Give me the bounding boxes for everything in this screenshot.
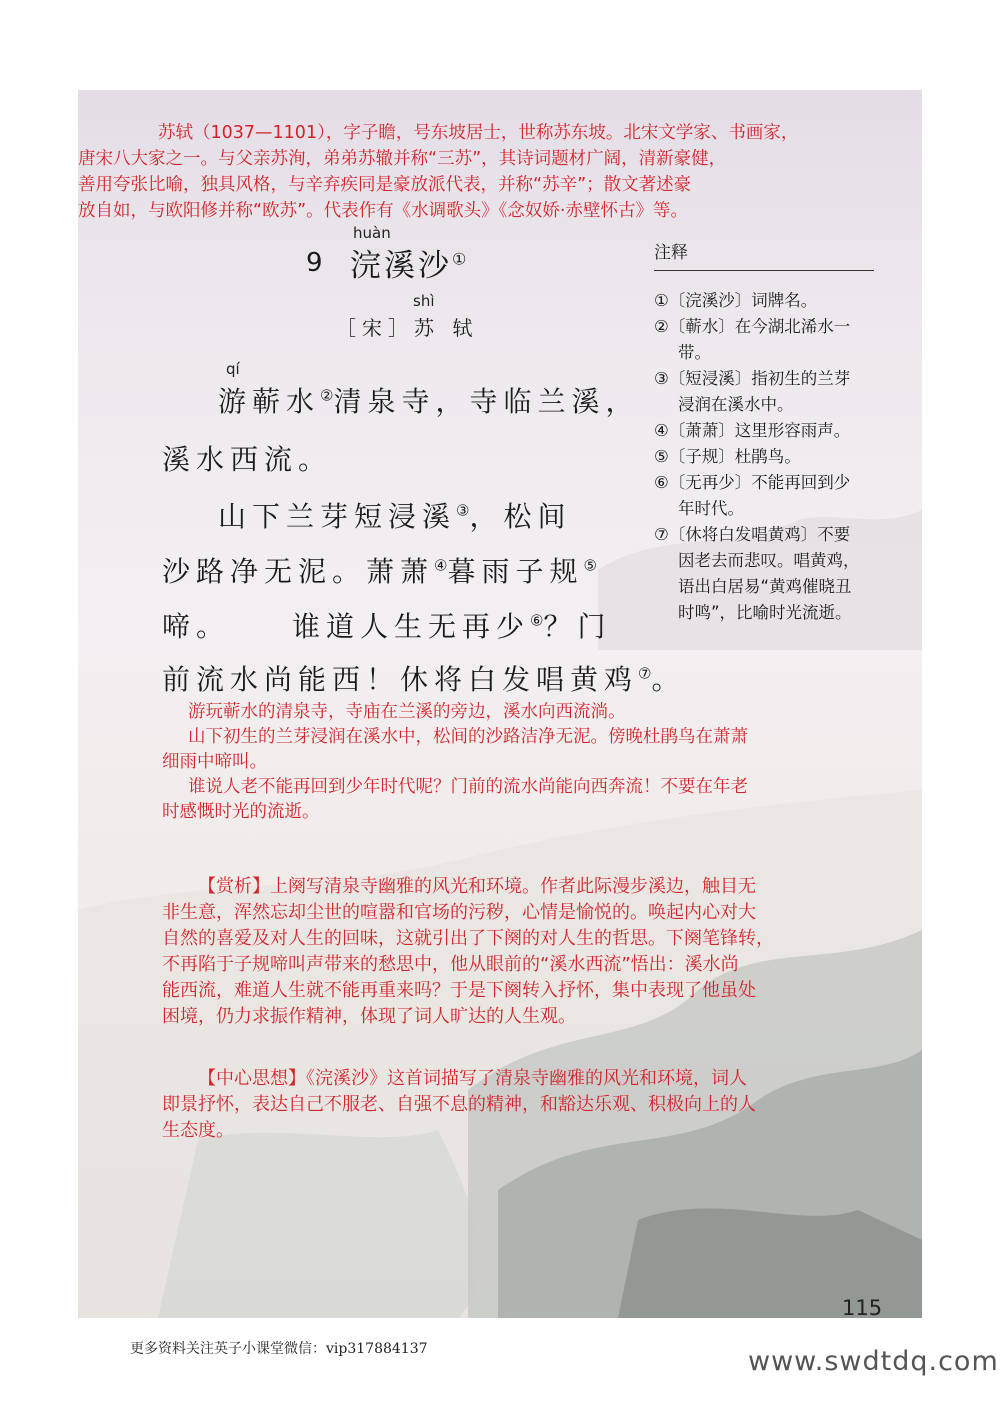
poem-text: 暮雨子规 [447,555,584,588]
central-idea-line: 即景抒怀，表达自己不服老、自强不息的精神，和豁达乐观、积极向上的人 [162,1094,756,1115]
note-item: ③〔短浸溪〕指初生的兰芽 [654,369,851,388]
translation-line: 时感慨时光的流逝。 [162,802,320,822]
poem-text: 沙路净无泥。萧萧 [162,555,435,588]
lesson-title-text: 浣溪沙 [350,248,452,284]
note-item: 年时代。 [678,499,744,518]
poem-text: 清泉寺，寺临兰溪， [333,385,640,418]
note-item: 语出白居易“黄鸡催晓丑 [678,577,852,596]
note-item: 浸润在溪水中。 [678,395,794,414]
note-item: ⑦〔休将白发唱黄鸡〕不要 [654,525,851,544]
intro-line: 放自如，与欧阳修并称“欧苏”。代表作有《水调歌头》《念奴娇·赤壁怀古》等。 [78,201,688,221]
note-item: ④〔萧萧〕这里形容雨声。 [654,421,851,440]
poem-line [162,438,682,478]
page-number: 115 [842,1296,883,1318]
poem-text: 前流水尚能西！休将白发唱黄鸡 [162,663,639,696]
central-idea-line: 生态度。 [162,1120,234,1141]
notes-list [654,288,884,626]
footer-promo-text: 更多资料关注英子小课堂微信：vip317884137 [130,1341,428,1357]
notes-divider [654,270,874,271]
poem-author: ［宋］苏 轼 [336,316,479,340]
translation-line: 游玩蕲水的清泉寺，寺庙在兰溪的旁边，溪水向西流淌。 [188,702,626,722]
poem-line [162,550,682,590]
textbook-page [78,90,922,1318]
note-item: 带。 [678,343,711,362]
central-idea [162,1066,882,1144]
note-item: ⑤〔子规〕杜鹃鸟。 [654,447,801,466]
appreciation [162,874,882,1030]
intro-line: 唐宋八大家之一。与父亲苏洵，弟弟苏辙并称“三苏”，其诗词题材广阔，清新豪健， [78,149,727,169]
poem-text: 谁道人生无再少 [292,610,531,643]
poem-line [162,605,682,645]
appreciation-line: 困境，仍力求振作精神，体现了词人旷达的人生观。 [162,1006,576,1027]
title-pinyin: huàn [353,224,391,242]
poem-text: ？门 [543,610,612,643]
note-mark: ⑥ [530,611,544,630]
central-idea-line: 【中心思想】《浣溪沙》这首词描写了清泉寺幽雅的风光和环境，词人 [198,1068,747,1089]
poem-pinyin-qi: qí [226,360,240,378]
note-mark: ② [320,386,334,405]
poem-text: ，松间 [469,500,572,533]
intro-line: 苏轼（1037—1101），字子瞻，号东坡居士，世称苏东坡。北宋文学家、书画家， [158,123,799,143]
note-item: ⑥〔无再少〕不能再回到少 [654,473,851,492]
note-item: ②〔蕲水〕在今湖北浠水一 [654,317,851,336]
author-pinyin: shì [413,292,435,310]
appreciation-line: 自然的喜爱及对人生的回味，这就引出了下阕的对人生的哲思。下阕笔锋转， [162,928,774,949]
notes-heading: 注释 [654,243,688,263]
site-watermark: www.swdtdq.com [748,1346,999,1377]
lesson-number: 9 [306,248,323,278]
appreciation-line: 【赏析】上阕写清泉寺幽雅的风光和环境。作者此际漫步溪边，触目无 [198,876,756,897]
note-mark: ③ [456,501,470,520]
appreciation-line: 非生意，浑然忘却尘世的喧嚣和官场的污秽，心情是愉悦的。唤起内心对大 [162,902,756,923]
poem-text: 游蕲水 [218,385,321,418]
poem-line [162,658,686,698]
translation-line: 细雨中啼叫。 [162,752,267,772]
poem-text: 山下兰芽短浸溪 [218,500,457,533]
translation-line: 山下初生的兰芽浸润在溪水中，松间的沙路洁净无泥。傍晚杜鹃鸟在萧萧 [188,727,748,747]
note-mark: ⑤ [583,556,597,575]
poem-text: 啼。 [162,610,231,643]
appreciation-line: 能西流，难道人生就不能再重来吗？于是下阕转入抒怀，集中表现了他虽处 [162,980,756,1001]
note-mark: ④ [434,556,448,575]
translation [162,700,882,825]
intro-line: 善用夸张比喻，独具风格，与辛弃疾同是豪放派代表，并称“苏辛”；散文著述豪 [78,175,692,195]
title-note-mark: ① [452,249,470,269]
note-item: 因老去而悲叹。唱黄鸡， [678,551,860,570]
poem-text: 溪水西流。 [162,443,333,476]
translation-line: 谁说人老不能再回到少年时代呢？门前的流水尚能向西奔流！不要在年老 [188,777,748,797]
appreciation-line: 不再陷于子规啼叫声带来的愁思中，他从眼前的“溪水西流”悟出：溪水尚 [162,954,739,975]
note-mark: ⑦ [638,664,652,683]
note-item: 时鸣”，比喻时光流逝。 [678,603,852,622]
poem-text: 。 [651,663,686,696]
author-introduction [78,120,888,224]
note-item: ①〔浣溪沙〕词牌名。 [654,291,818,310]
lesson-title [350,240,469,285]
